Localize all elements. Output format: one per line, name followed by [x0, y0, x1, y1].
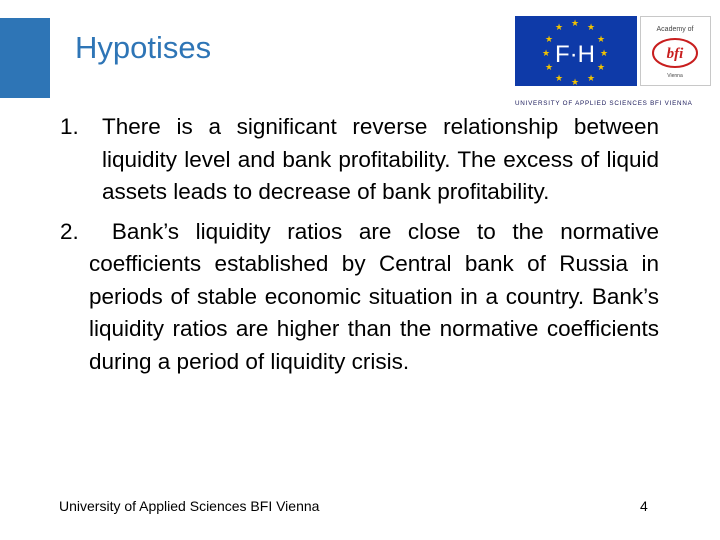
svg-text:★: ★: [554, 74, 564, 84]
svg-text:★: ★: [596, 63, 606, 73]
svg-text:★: ★: [541, 49, 551, 59]
svg-text:★: ★: [586, 23, 596, 33]
accent-bar: [0, 18, 50, 98]
logo-area: [515, 16, 713, 107]
svg-text:★: ★: [544, 63, 554, 73]
svg-text:★: ★: [586, 74, 596, 84]
svg-text:★: ★: [599, 49, 609, 59]
list-item: [60, 111, 659, 209]
bfi-sub: Vienna: [667, 73, 683, 79]
page-number: 4: [640, 498, 648, 514]
item-text: Bank’s liquidity ratios are close to the normative coefficients established by Central bank of Russia in periods of stable economic situation in a country. Bank’s liquidity ratios are higher than the normative coefficients during a period of liquidity crisis.: [89, 218, 659, 374]
bfi-logo: [640, 16, 711, 86]
hypotheses-list: [60, 111, 659, 378]
svg-text:★: ★: [570, 19, 580, 29]
fh-logo: [515, 16, 637, 86]
footer-institution: University of Applied Sciences BFI Vienna: [59, 498, 320, 514]
item-text: There is a significant reverse relationship between liquidity level and bank profitability. The excess of liquid assets leads to decrease of bank profitability.: [102, 114, 659, 204]
item-number: 2.: [60, 218, 79, 244]
fh-mark: F·H: [555, 41, 595, 68]
slide-title: Hypotises: [75, 30, 212, 65]
svg-text:★: ★: [570, 78, 580, 86]
svg-text:★: ★: [596, 35, 606, 45]
svg-text:★: ★: [544, 35, 554, 45]
svg-text:★: ★: [554, 23, 564, 33]
university-line: UNIVERSITY OF APPLIED SCIENCES BFI VIENNA: [515, 100, 693, 107]
list-item: [60, 216, 659, 379]
bfi-mark: bfi: [666, 46, 684, 62]
bfi-caption: Academy of: [656, 26, 694, 33]
item-number: 1.: [60, 114, 79, 139]
